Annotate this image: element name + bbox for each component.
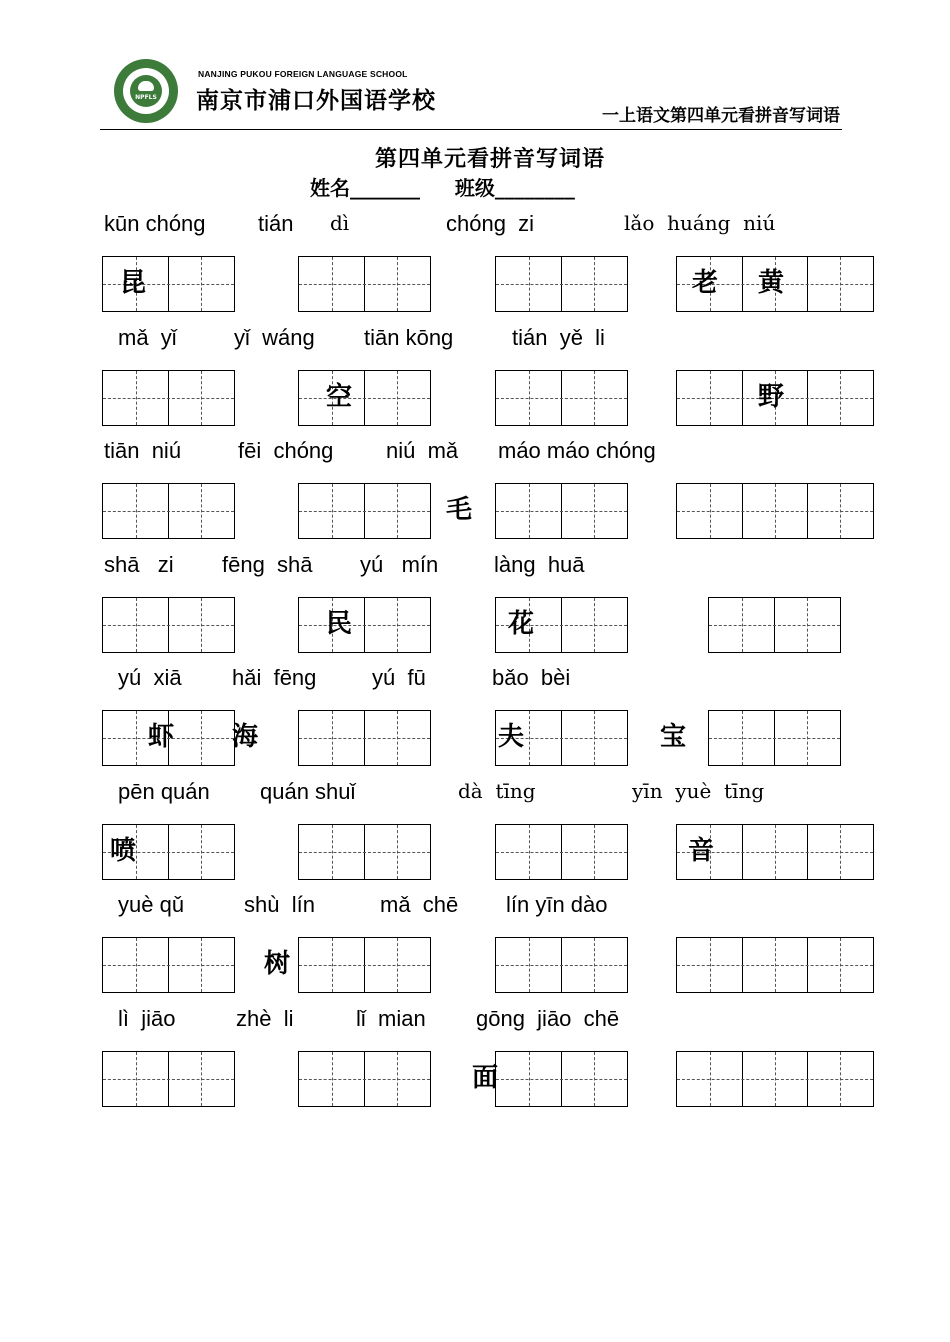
pinyin-label: máo máo chóng (498, 438, 656, 463)
given-character: 花 (508, 608, 535, 639)
writing-grid-box[interactable] (298, 483, 431, 539)
school-seal-logo (114, 59, 178, 123)
given-character: 老 (692, 268, 719, 298)
writing-grid-box[interactable] (298, 597, 431, 653)
writing-grid-box[interactable] (708, 597, 841, 653)
pinyin-label: lǐ mian (356, 1005, 426, 1031)
pinyin-label: mǎ chē (380, 892, 459, 917)
pinyin-label: quán shuǐ (260, 778, 356, 804)
pinyin-label: shù lín (244, 892, 315, 917)
writing-grid-box[interactable] (676, 937, 874, 993)
given-character: 喷 (110, 835, 137, 866)
pinyin-label: tiān kōng (364, 324, 454, 350)
given-character: 宝 (660, 722, 687, 752)
writing-grid-box[interactable] (102, 483, 235, 539)
writing-grid-box[interactable] (676, 483, 874, 539)
pinyin-label: hǎi fēng (232, 665, 317, 690)
pinyin-label: lǎo huáng niú (624, 211, 776, 235)
pinyin-label: tiān niú (104, 438, 182, 463)
pinyin-label: yú fū (372, 665, 426, 690)
pinyin-label: dì (330, 211, 350, 235)
pinyin-label: pēn quán (118, 778, 210, 804)
seal-text: NPFLS (135, 94, 157, 101)
pinyin-label: kūn chóng (104, 211, 206, 236)
given-character: 空 (326, 381, 353, 412)
name-class-line: 姓名_______ 班级________ (310, 176, 575, 200)
given-character: 昆 (120, 268, 147, 298)
given-character: 虾 (148, 722, 175, 752)
writing-grid-box[interactable] (708, 710, 841, 766)
pinyin-label: chóng zi (446, 211, 535, 236)
pinyin-label: mǎ yǐ (118, 324, 177, 350)
school-name-english: NANJING PUKOU FOREIGN LANGUAGE SCHOOL (198, 69, 408, 79)
pinyin-label: bǎo bèi (492, 665, 571, 690)
pinyin-label: zhè li (236, 1005, 294, 1031)
pinyin-label: yú mín (360, 551, 439, 577)
pinyin-label: dà tīng (458, 778, 536, 803)
writing-grid-box[interactable] (298, 824, 431, 880)
writing-grid-box[interactable] (495, 1051, 628, 1107)
given-character: 树 (264, 949, 291, 979)
pinyin-label: lì jiāo (118, 1005, 176, 1031)
writing-grid-box[interactable] (298, 937, 431, 993)
writing-grid-box[interactable] (298, 710, 431, 766)
given-character: 野 (758, 381, 785, 412)
cloud-icon (138, 81, 154, 91)
given-character: 毛 (446, 495, 473, 525)
pinyin-label: tián (258, 211, 294, 236)
writing-grid-box[interactable] (495, 370, 628, 426)
writing-grid-box[interactable] (495, 256, 628, 312)
writing-grid-box[interactable] (676, 1051, 874, 1107)
pinyin-label: fēi chóng (238, 438, 334, 463)
writing-grid-box[interactable] (495, 824, 628, 880)
writing-grid-box[interactable] (102, 937, 235, 993)
writing-grid-box[interactable] (102, 370, 235, 426)
page-header (100, 55, 842, 130)
writing-grid-box[interactable] (298, 370, 431, 426)
given-character: 黄 (758, 268, 785, 298)
worksheet-title: 第四单元看拼音写词语 (374, 146, 605, 172)
school-name-chinese: 南京市浦口外国语学校 (196, 87, 436, 114)
writing-grid-box[interactable] (102, 1051, 235, 1107)
writing-grid-box[interactable] (102, 597, 235, 653)
pinyin-label: tián yě li (512, 324, 605, 350)
writing-grid-box[interactable] (495, 483, 628, 539)
pinyin-label: yīn yuè tīng (632, 778, 765, 803)
given-character: 民 (326, 608, 353, 639)
pinyin-label: yú xiā (118, 665, 182, 690)
pinyin-label: yǐ wáng (234, 324, 315, 350)
given-character: 面 (472, 1062, 499, 1093)
writing-grid-box[interactable] (495, 937, 628, 993)
given-character: 夫 (498, 722, 525, 752)
pinyin-label: gōng jiāo chē (476, 1005, 620, 1031)
writing-grid-box[interactable] (298, 1051, 431, 1107)
pinyin-label: lín yīn dào (506, 892, 608, 917)
given-character: 音 (688, 835, 715, 866)
writing-grid-box[interactable] (298, 256, 431, 312)
pinyin-label: làng huā (494, 551, 585, 577)
pinyin-label: niú mǎ (386, 438, 459, 463)
document-label: 一上语文第四单元看拼音写词语 (602, 106, 840, 126)
given-character: 海 (232, 722, 259, 752)
pinyin-label: yuè qǔ (118, 892, 185, 917)
pinyin-label: shā zi (104, 551, 174, 577)
pinyin-label: fēng shā (222, 551, 313, 577)
